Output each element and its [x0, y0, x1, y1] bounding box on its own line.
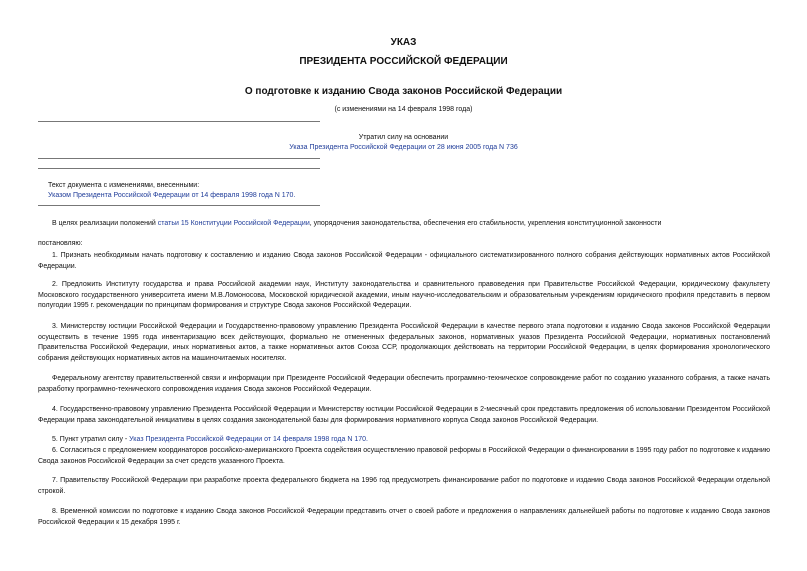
repeal-decree-link[interactable]: Указа Президента Российской Федерации от 28 июня 2005 года N 736 — [289, 144, 518, 151]
paragraph-5-link[interactable]: Указ Президента Российской Федерации от 14 февраля 1998 года N 170. — [129, 436, 368, 443]
paragraph-8: 8. Временной комиссии по подготовке к изданию Свода законов Российской Федерации представить отчет о своей работе и предложения о направлениях дальнейшей работы по подготовке к изданию Свода законов Российской Федерации к 15 декабря 1995 г. — [38, 508, 770, 526]
amendments-box — [48, 181, 295, 201]
paragraph-3b: Федеральному агентству правительственной связи и информации при Президенте Российской Федерации обеспечить программно-техническое сопровождение работ по созданию указанного собрания, а также начать разработку программно-технического сопровождения издания Свода законов Российской Федерации. — [38, 375, 770, 393]
paragraph-5: 5. Пункт утратил силу - Указ Президента Российской Федерации от 14 февраля 1998 года N 170. — [52, 436, 368, 443]
paragraph-3: 3. Министерству юстиции Российской Федерации и Государственно-правовому управлению Президента Российской Федерации в качестве первого этапа подготовки к изданию Свода законов Российской Федерации осуществить в течение 1995 года инвентаризацию всех действующих, формально не отмененных федеральных законов, нормативных указов Президента Российской Федерации, нормативных постановлений Правительства Российской Федерации, иных нормативных актов, а также нормативных актов Союза ССР, продолжающих действовать на территории Российской Федерации, в целях формирования хронологического собрания действующих нормативных актов на машиночитаемых носителях. — [38, 323, 770, 362]
paragraph-7: 7. Правительству Российской Федерации при разработке проекта федерального бюджета на 1996 год предусмотреть финансирование работ по подготовке и изданию Свода законов Российской Федерации отдельной строкой. — [38, 477, 770, 495]
revision-note: (с изменениями на 14 февраля 1998 года) — [334, 106, 473, 113]
constitution-article-link[interactable]: статьи 15 Конституции Российской Федерации — [157, 220, 310, 227]
doc-type-title: УКАЗ — [390, 37, 417, 48]
issuer-title: ПРЕЗИДЕНТА РОССИЙСКОЙ ФЕДЕРАЦИИ — [299, 56, 508, 67]
amending-decree-link[interactable]: Указом Президента Российской Федерации от 14 февраля 1998 года N 170. — [48, 192, 296, 199]
divider — [38, 168, 320, 169]
paragraph-6: 6. Согласиться с предложением координаторов российско-американского Проекта содействия осуществлению правовой реформы в Российской Федерации о финансировании в 1995 году работ по подготовке к изданию Свода законов Российской Федерации за счет средств указанного Проекта. — [38, 447, 770, 465]
document-title: О подготовке к изданию Свода законов Российской Федерации — [244, 86, 563, 97]
paragraph-1: 1. Признать необходимым начать подготовку к составлению и изданию Свода законов Российской Федерации - официального систематизированного полного собрания действующих нормативных актов Российской Федерации. — [38, 252, 770, 270]
divider — [38, 121, 320, 122]
status-text: Утратил силу на основании — [358, 134, 449, 141]
paragraph-4: 4. Государственно-правовому управлению Президента Российской Федерации и Министерству юстиции Российской Федерации в 2-месячный срок представить предложения об использовании Президентом Российской Федерации права законодательной инициативы в целях создания законодательной базы для формирования нормативного корпуса Свода законов Российской Федерации. — [38, 406, 770, 424]
paragraph-2: 2. Предложить Институту государства и права Российской академии наук, Институту законодательства и сравнительного правоведения при Правительстве Российской Федерации, юридическому факультету Московского государственного университета имени М.В.Ломоносова, Московской юридической академии, иным научно-исследовательским и образовательным учреждениям юридического профиля представить в первом полугодии 1995 г. рекомендации по принципам формирования и структуре Свода законов Российской Федерации. — [38, 281, 770, 309]
divider — [38, 158, 320, 159]
resolution-word: постановляю: — [38, 240, 83, 247]
divider — [38, 205, 320, 206]
preamble: В целях реализации положений статьи 15 Конституции Российской Федерации, упорядочения законодательства, обеспечения его стабильности, укрепления конституционной законности — [52, 220, 662, 227]
amendments-text: Текст документа с изменениями, внесенными: — [48, 182, 200, 189]
